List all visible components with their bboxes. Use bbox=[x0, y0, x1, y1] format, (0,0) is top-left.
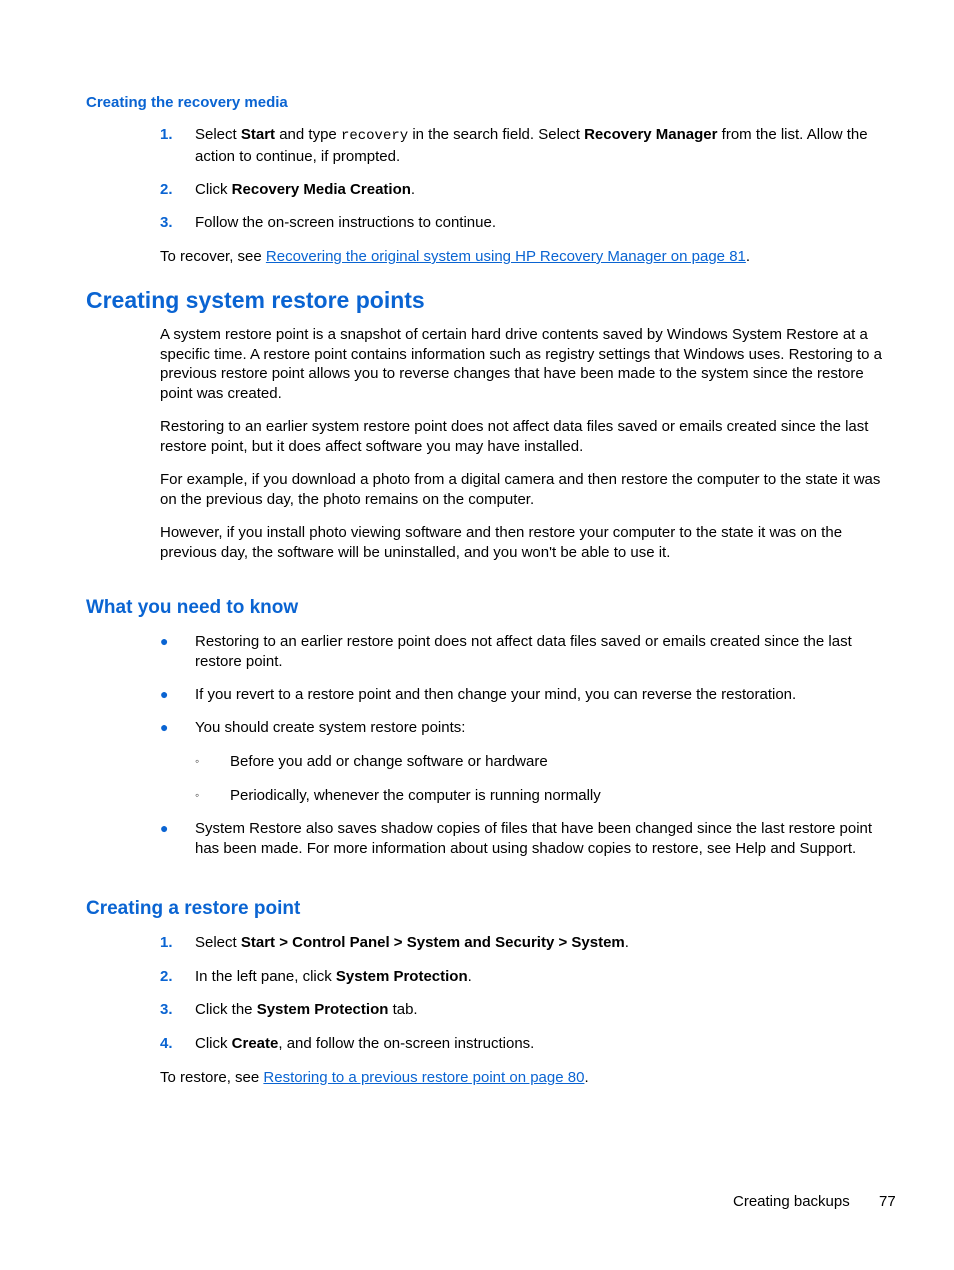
paragraph: A system restore point is a snapshot of certain hard drive contents saved by Windows System Restore at a specific time. A restore point contains information such as registry settings that Windows uses. Restoring to a previous restore point allows you to reverse changes that have been made to the system since the restore point was created. bbox=[160, 326, 882, 402]
sub-bullet-text: Periodically, whenever the computer is running normally bbox=[230, 787, 601, 804]
step-number: 1. bbox=[160, 126, 173, 143]
step-text: Click Recovery Media Creation. bbox=[195, 181, 416, 198]
paragraph: For example, if you download a photo from a digital camera and then restore the computer to the state it was on the previous day, the photo remains on the computer. bbox=[160, 471, 881, 508]
step-text: Select Start and type recovery in the search field. Select Recovery Manager from the list. Allow the action to continue, if prompted. bbox=[195, 126, 868, 165]
restore-point-link[interactable]: Restoring to a previous restore point on page 80 bbox=[263, 1069, 585, 1086]
section-heading: Creating system restore points bbox=[86, 287, 425, 313]
step-text: Click the System Protection tab. bbox=[195, 1001, 418, 1018]
sub-bullet-icon: ◦ bbox=[195, 754, 200, 768]
sub-bullet-icon: ◦ bbox=[195, 788, 200, 802]
step-number: 3. bbox=[160, 1001, 173, 1018]
subsection-heading: Creating a restore point bbox=[86, 898, 301, 919]
sub-bullet-text: Before you add or change software or hardware bbox=[230, 753, 548, 770]
paragraph: Restoring to an earlier system restore point does not affect data files saved or emails created since the last restore point, but it does affect software you may have installed. bbox=[160, 418, 869, 455]
step-text: Follow the on-screen instructions to continue. bbox=[195, 214, 496, 231]
step-number: 2. bbox=[160, 181, 173, 198]
bullet-icon: ● bbox=[160, 686, 169, 702]
recovery-manager-link[interactable]: Recovering the original system using HP Recovery Manager on page 81 bbox=[265, 248, 746, 265]
bullet-text: Restoring to an earlier restore point does not affect data files saved or emails created since the last restore point. bbox=[195, 633, 852, 670]
subsection-heading: What you need to know bbox=[86, 597, 299, 618]
bullet-icon: ● bbox=[160, 719, 169, 735]
footer-section-title: Creating backups bbox=[733, 1193, 850, 1210]
bullet-text: If you revert to a restore point and then change your mind, you can reverse the restoration. bbox=[195, 686, 797, 703]
bullet-icon: ● bbox=[160, 820, 169, 836]
step-number: 2. bbox=[160, 968, 173, 985]
bullet-text: System Restore also saves shadow copies of files that have been changed since the last restore point has been made. For more information about using shadow copies to restore, see Help and Support. bbox=[195, 820, 873, 857]
step-number: 3. bbox=[160, 214, 173, 231]
subsection-heading: Creating the recovery media bbox=[86, 94, 288, 111]
step-number: 1. bbox=[160, 934, 173, 951]
bullet-icon: ● bbox=[160, 633, 169, 649]
cross-reference: To recover, see Recovering the original system using HP Recovery Manager on page 81. bbox=[160, 248, 751, 265]
paragraph: However, if you install photo viewing software and then restore your computer to the state it was on the previous day, the software will be uninstalled, and you won't be able to use it. bbox=[160, 524, 843, 561]
step-text: In the left pane, click System Protection. bbox=[195, 968, 472, 985]
step-text: Select Start > Control Panel > System and Security > System. bbox=[195, 934, 629, 951]
step-text: Click Create, and follow the on-screen instructions. bbox=[195, 1035, 535, 1052]
bullet-text: You should create system restore points: bbox=[195, 719, 466, 736]
cross-reference: To restore, see Restoring to a previous restore point on page 80. bbox=[160, 1069, 589, 1086]
page-number: 77 bbox=[879, 1193, 896, 1210]
step-number: 4. bbox=[160, 1035, 173, 1052]
